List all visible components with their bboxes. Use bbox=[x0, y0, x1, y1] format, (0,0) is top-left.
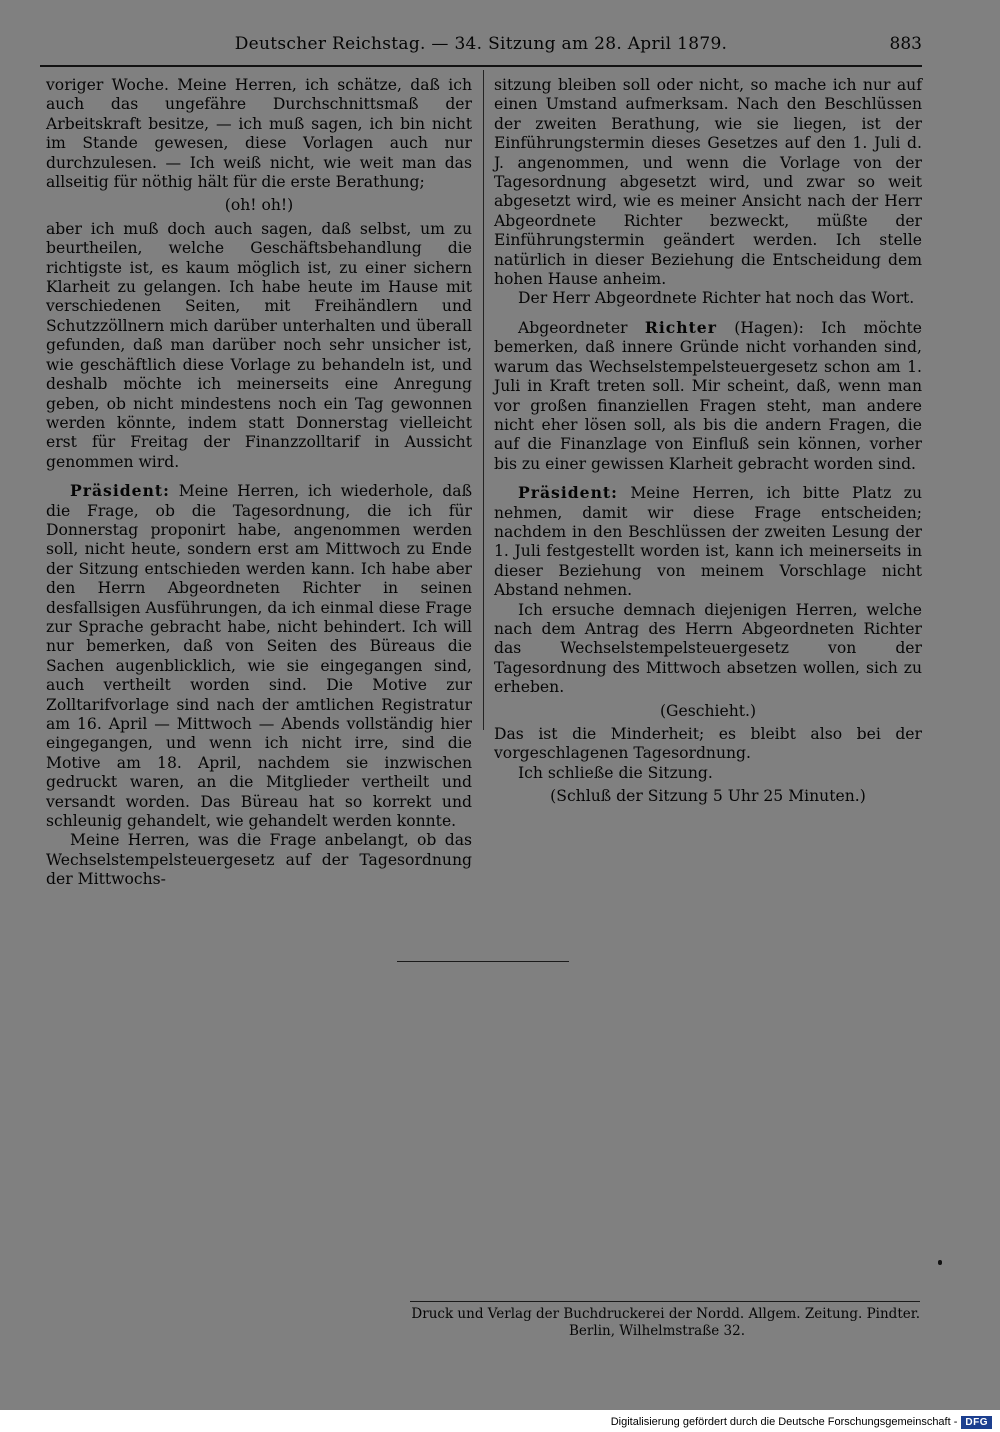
speaker-name: Richter bbox=[644, 317, 717, 337]
imprint-line-1: Druck und Verlag der Buchdruckerei der Nordd. Allgem. Zeitung. Pindter. bbox=[411, 1306, 920, 1322]
speech-text: Meine Herren, ich bitte Platz zu nehmen, damit wir diese Frage entscheiden; nachdem in den Beschlüssen der zweiten Lesung der 1. Juli festgestellt worden ist, kann ich meinerseits in dieser Beziehung von meinem Vorschlage nicht Abstand nehmen. bbox=[494, 484, 922, 600]
left-paragraph-2: aber ich muß doch auch sagen, daß selbst, um zu beurtheilen, welche Geschäftsbehandlung die richtigste ist, es kaum möglich ist, zu einer sichern Klarheit zu gelangen. Ich habe heute im Hause mit verschiedenen Seiten, mit Freihändlern und Schutzzöllnern mich darüber unterhalten und überall gefunden, daß man darüber noch sehr unsicher ist, wie geschäftlich diese Vorlage zu behandeln ist, und deshalb möchte ich meinerseits eine Anregung geben, ob nicht mindestens noch ein Tag gewonnen werden könnte, indem statt Donnerstag vielleicht erst für Freitag der Finanzzolltarif in Aussicht genommen wird. bbox=[46, 219, 472, 471]
left-column bbox=[46, 76, 472, 890]
header-rule bbox=[40, 65, 922, 67]
left-paragraph-4: Meine Herren, was die Frage anbelangt, ob das Wechselstempelsteuergesetz auf der Tagesordnung der Mittwochs- bbox=[46, 831, 472, 889]
speaker-name: Präsident: bbox=[518, 483, 618, 503]
footer-text: Digitalisierung gefördert durch die Deutsche Forschungsgemeinschaft - bbox=[610, 1416, 958, 1428]
speaker-title: Abgeordneter bbox=[518, 318, 645, 337]
right-column bbox=[494, 76, 922, 811]
right-interjection: (Geschieht.) bbox=[659, 701, 757, 720]
imprint-line-2: Berlin, Wilhelmstraße 32. bbox=[569, 1323, 745, 1339]
president-speech-right bbox=[494, 483, 922, 600]
printer-imprint bbox=[410, 1306, 920, 1340]
speech-text: Meine Herren, ich wiederhole, daß die Frage, ob die Tagesordnung, die ich für Donnerstag proponirt habe, angenommen werden soll, nicht heute, sondern erst am Mittwoch zu Ende der Sitzung entschieden werden kann. Ich habe aber den Herrn Abgeordneten Richter in seinen desfallsigen Ausführungen, da ich einmal diese Frage zur Sprache gebracht habe, nicht behindert. Ich will nur bemerken, daß von Seiten des Büreaus die Sachen augenblicklich, wie sie eingegangen sind, auch vertheilt worden sind. Die Motive zur Zolltarifvorlage sind nach der amtlichen Registratur am 16. April — Mittwoch — Abends vollständig hier eingegangen, und wenn ich nicht irre, sind die Motive am 18. April, nachdem sie inzwischen gedruckt waren, an die Mitglieder vertheilt und versandt worden. Das Büreau hat so korrekt und schleunig gehandelt, wie gehandelt werden konnte. bbox=[46, 482, 472, 831]
print-speck bbox=[938, 1260, 942, 1265]
dfg-logo-icon: DFG bbox=[961, 1416, 992, 1429]
speech-text: (Hagen): Ich möchte bemerken, daß innere Gründe nicht vorhanden sind, warum das Wechselstempelsteuergesetz schon am 1. Juli in Kraft treten soll. Mir scheint, daß, wenn man vor großen finanziellen Fragen steht, man andere nicht eher lösen soll, als bis die andern Fragen, die auf die Finanzlage von Einfluß sein können, vorher bis zu einer gewissen Klarheit gebracht worden sind. bbox=[494, 318, 922, 473]
digitization-footer bbox=[611, 1413, 992, 1431]
column-divider bbox=[483, 70, 484, 730]
session-close-note: (Schluß der Sitzung 5 Uhr 25 Minuten.) bbox=[550, 787, 866, 806]
right-paragraph-5: Ich ersuche demnach diejenigen Herren, welche nach dem Antrag des Herrn Abgeordneten Richter das Wechselstempelsteuergesetz von der Tagesordnung des Mittwoch absetzen wollen, sich zu erheben. bbox=[494, 600, 922, 697]
president-speech-left bbox=[46, 481, 472, 831]
speaker-name: Präsident: bbox=[70, 481, 170, 501]
right-paragraph-7: Das ist die Minderheit; es bleibt also bei der vorgeschlagenen Tagesordnung. bbox=[494, 725, 922, 763]
header-title: Deutscher Reichstag. — 34. Sitzung am 28. April 1879. bbox=[234, 34, 728, 54]
imprint-rule bbox=[410, 1301, 920, 1302]
left-paragraph-1: voriger Woche. Meine Herren, ich schätze, daß ich auch das ungefähre Durchschnittsmaß der Arbeitskraft besitze, — ich muß sagen, ich bin nicht im Stande gewesen, diese Vorlagen auch nur durchzulesen. — Ich weiß nicht, wie weit man das allseitig für nöthig hält für die erste Berathung; bbox=[46, 76, 472, 192]
right-paragraph-2: Der Herr Abgeordnete Richter hat noch das Wort. bbox=[518, 289, 915, 308]
left-interjection: (oh! oh!) bbox=[224, 196, 294, 215]
right-paragraph-1: sitzung bleiben soll oder nicht, so mache ich nur auf einen Umstand aufmerksam. Nach den Beschlüssen der zweiten Berathung, wie sie liegen, ist der Einführungstermin dieses Gesetzes auf den 1. Juli d. J. angenommen, und wenn die Vorlage von der Tagesordnung abgesetzt wird, und zwar so weit abgesetzt wird, wie es meiner Ansicht nach der Herr Abgeordnete Richter bezweckt, müßte der Einführungstermin geändert werden. Ich stelle natürlich in dieser Beziehung die Entscheidung dem hohen Hause anheim. bbox=[494, 76, 922, 289]
page-header bbox=[40, 34, 922, 64]
page-number: 883 bbox=[889, 34, 922, 54]
richter-speech bbox=[494, 318, 922, 474]
end-rule bbox=[397, 961, 569, 962]
right-paragraph-8: Ich schließe die Sitzung. bbox=[518, 763, 713, 782]
